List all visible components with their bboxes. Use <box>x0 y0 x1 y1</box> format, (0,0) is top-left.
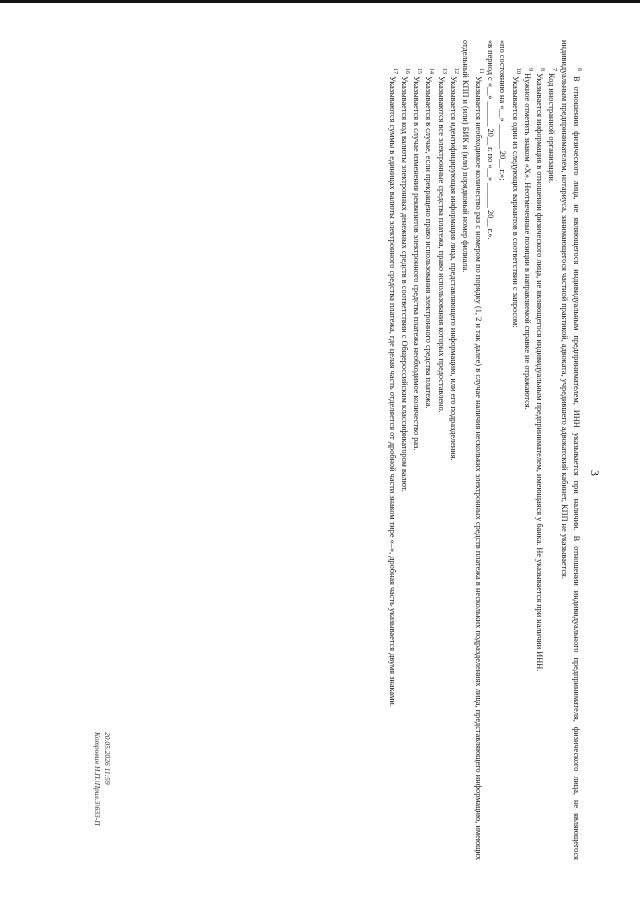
footnote-variant: «по состоянию на «__» ______ 20__ г.»; <box>498 40 508 181</box>
footnote: $^{17}$ Указываются суммы в единицах валюты электронного средства платежа, где целая часть отделяется от дробной части знаком тире «–», дробная часть указывается двумя знаками. <box>387 68 398 707</box>
footnote: $^{11}$ Указывается необходимое количество раз с номером по порядку (1, 2 и так далее) в случае наличия нескольких электронных средств платежа в нескольких подразделениях лица, представляющего информацию, имеющих отдельный КПП и (или) БИК и (или) порядковый номер филиала. <box>461 40 484 860</box>
footnote: $^{12}$ Указывается идентифицирующая информация лица, представляющего информацию, или его подразделения. <box>449 68 459 461</box>
footnote: $^{16}$ Указывается код валюты электронных денежных средств в соответствии с Общероссийским классификатором валют. <box>399 68 410 492</box>
document-stamp <box>92 732 112 826</box>
rotated-page <box>22 40 602 860</box>
footnote: $^8$ Указывается информация в отношении физического лица, не являющегося индивидуальным предпринимателем, имеющаяся у банка. Не указывается при наличии ИНН. <box>535 68 545 672</box>
footnote: $^7$ Код иностранной организации. <box>547 68 558 184</box>
footnote-variant: «в период с «__» ______ 20__ г. по «__» ______ 20__ г.». <box>485 40 495 240</box>
footnote: $^9$ Нужное отметить знаком «Х». Неотмеченные позиции в направляемой справке не отражаются. <box>522 68 533 410</box>
page-number: 3 <box>588 470 602 476</box>
footnote: $^6$ В отношении физического лица, не являющегося индивидуальным предпринимателем, ИНН указывается при наличии. В отношении индивидуального предпринимателя, физического лица, не являющегося индивидуальным предпринимателем, нотариуса, занимающегося частной практикой, адвоката, учредившего адвокатский кабинет, КПП не указывается. <box>559 40 582 861</box>
footnote: $^{15}$ Указывается в случае изменения реквизитов электронного средства платежа необходимое количество раз. <box>412 68 422 451</box>
footnote: $^{14}$ Указывается в случае, если прекращено право использования электронного средства платежа. <box>424 68 435 409</box>
stamp-date: 20.05.2026 11:59 <box>103 732 112 785</box>
stamp-file: Котровин Н.П.\Прил.3\633-П <box>93 732 102 826</box>
footnote: $^{13}$ Указываются все электронные средства платежа, право использования которых предоставлено. <box>436 68 447 413</box>
footnote: $^{10}$ Указывается один из следующих вариантов в соответствии с запросом: <box>510 68 521 328</box>
top-border <box>0 0 640 3</box>
footnotes-block <box>385 40 582 860</box>
